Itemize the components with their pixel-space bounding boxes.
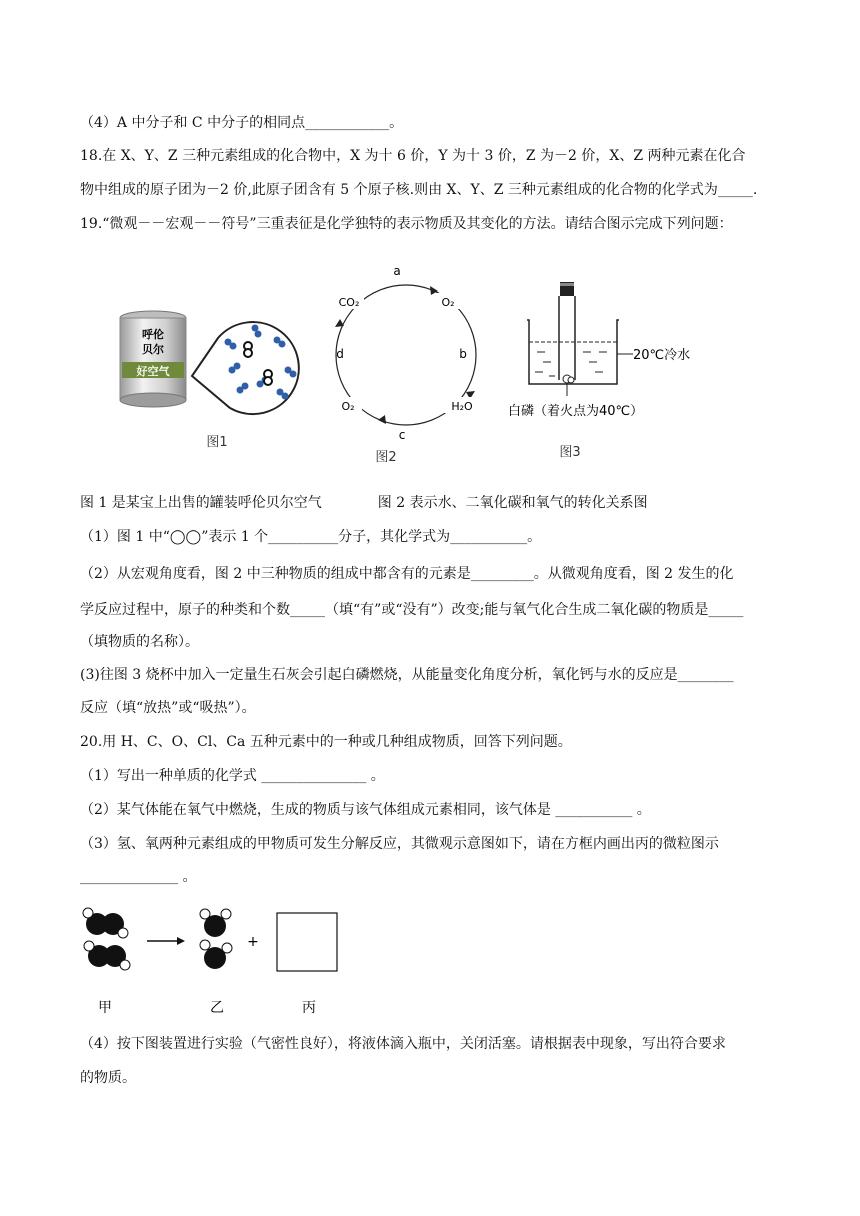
q20-part2: （2）某气体能在氧气中燃烧，生成的物质与该气体组成元素相同，该气体是 ___________ 。 [80, 802, 651, 818]
molecule-yi [200, 909, 232, 969]
figure-3 [505, 280, 695, 462]
node-h2o: H₂O [451, 400, 473, 413]
node-o2-bottom: O₂ [341, 400, 355, 413]
q20-part3-line1: （3）氢、氧两种元素组成的甲物质可发生分解反应，其微观示意图如下，请在方框内画出丙的微粒图示 [80, 836, 719, 852]
q19-part2-line1: （2）从宏观角度看，图 2 中三种物质的组成中都含有的元素是_________。从微观角度看，图 2 发生的化 [80, 566, 734, 582]
answer-box[interactable] [277, 913, 337, 971]
q19-intro: 19.“微观－－宏观－－符号”三重表征是化学独特的表示物质及其变化的方法。请结合图示完成下列问题： [80, 216, 733, 232]
figure-2 [320, 255, 500, 467]
molecule-jia [83, 908, 130, 970]
fig1-caption: 图1 [206, 435, 228, 450]
arrow-c: c [398, 428, 406, 442]
label-bing: 丙 [302, 1000, 316, 1016]
figure-1 [110, 300, 315, 460]
can-label-2: 贝尔 [142, 343, 164, 356]
q20-part4-line1: （4）按下图装置进行实验（气密性良好），将液体滴入瓶中，关闭活塞。请根据表中现象，写出符合要求 [80, 1036, 726, 1052]
figure-captions: 图 1 是某宝上出售的罐装呼伦贝尔空气 图 2 表示水、二氧化碳和氧气的转化关系图 [80, 495, 648, 511]
plus-sign: + [247, 934, 259, 950]
q18-line2: 物中组成的原子团为－2 价,此原子团含有 5 个原子核.则由 X、Y、Z 三种元素组成的化合物的化学式为_____. [80, 182, 758, 198]
q20-intro: 20.用 H、C、O、Cl、Ca 五种元素中的一种或几种组成物质，回答下列问题。 [80, 734, 572, 750]
arrow-d: d [336, 347, 344, 361]
can-label-1: 呼伦 [142, 328, 164, 341]
can-label-3: 好空气 [136, 365, 170, 378]
node-o2-top: O₂ [441, 296, 455, 309]
q17-part4: （4）A 中分子和 C 中分子的相同点____________。 [80, 115, 404, 131]
label-yi: 乙 [210, 1000, 224, 1016]
q20-part4-line2: 的物质。 [80, 1070, 136, 1086]
q18-line1: 18.在 X、Y、Z 三种元素组成的化合物中，X 为十 6 价，Y 为十 3 价，Z 为－2 价，X、Z 两种元素在化合 [80, 148, 746, 164]
arrow-b: b [459, 347, 467, 361]
q20-part3-line2: ______________ 。 [80, 869, 197, 885]
node-co2: CO₂ [338, 296, 360, 309]
q19-part1: （1）图 1 中“◯◯”表示 1 个__________分子，其化学式为___________。 [80, 529, 542, 545]
phosphorus-label: 白磷（着火点为40℃） [508, 404, 644, 419]
label-jia: 甲 [98, 1000, 112, 1016]
q19-part2-line2: 学反应过程中，原子的种类和个数_____（填“有”或“没有”）改变;能与氧气化合生成二氧化碳的物质是_____ [80, 602, 744, 618]
reaction-diagram [75, 900, 365, 1022]
fig3-caption: 图3 [559, 445, 581, 460]
fig2-caption: 图2 [375, 450, 397, 465]
q20-part1: （1）写出一种单质的化学式 _______________ 。 [80, 768, 385, 784]
water-label: 20℃冷水 [633, 348, 691, 363]
q19-part3-line1: (3)往图 3 烧杯中加入一定量生石灰会引起白磷燃烧，从能量变化角度分析，氧化钙与水的反应是________ [80, 667, 734, 683]
q19-part2-line3: （填物质的名称）。 [80, 634, 199, 650]
arrow-a: a [393, 264, 401, 278]
q19-part3-line2: 反应（填“放热”或“吸热”）。 [80, 700, 256, 716]
